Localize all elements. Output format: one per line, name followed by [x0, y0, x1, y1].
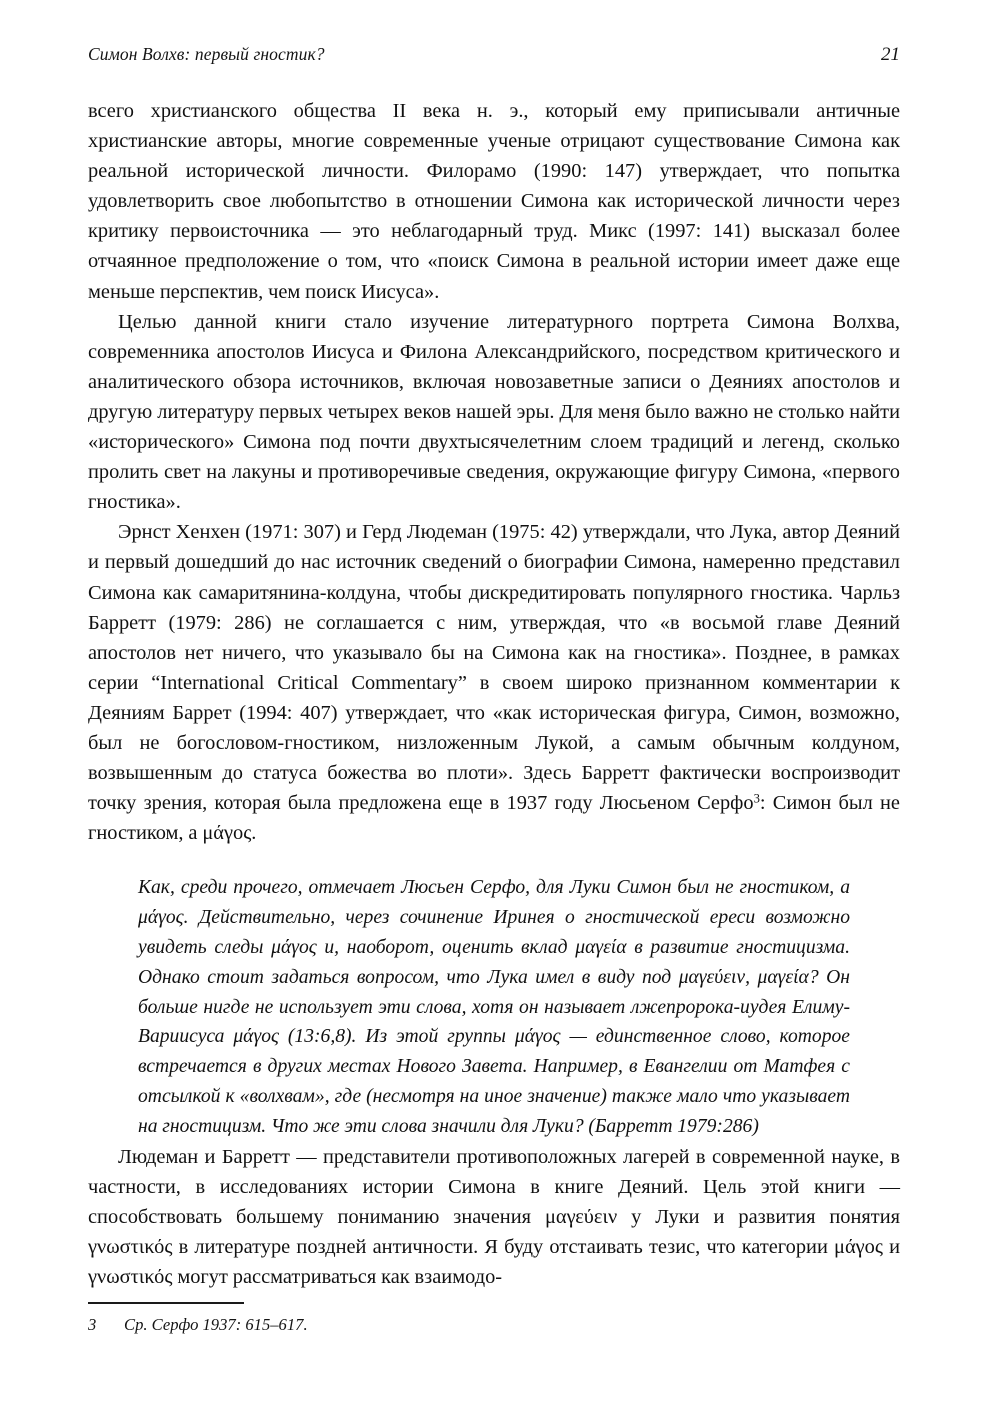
footnote-area — [88, 1302, 900, 1336]
body-paragraph — [88, 517, 900, 848]
footnote-separator-rule — [88, 1302, 244, 1304]
running-head — [88, 44, 900, 72]
footnote-item — [88, 1313, 900, 1336]
body-paragraph: Целью данной книги стало изучение литературного портрета Симона Волхва, современника апостолов Иисуса и Филона Александрийского, посредством критического и аналитического обзора источников, включая новозаветные записи о Деяниях апостолов и другую литературу первых четырех веков нашей эры. Для меня было важно не столько найти «исторического» Симона под почти двухтысячелетним слоем традиций и легенд, сколько пролить свет на лакуны и противоречивые сведения, окружающие фигуру Симона, «первого гностика». — [88, 310, 900, 514]
paragraph-text-part-2: : Симон был не гностиком, а μάγος. — [88, 792, 900, 845]
blockquote — [88, 873, 850, 1141]
footnote-text: Ср. Серфо 1937: 615–617. — [124, 1315, 308, 1334]
text-column — [88, 96, 900, 1292]
footnote-number: 3 — [88, 1315, 97, 1334]
body-paragraph: всего христианского общества II века н. э., который ему приписывали античные христианские авторы, многие современные ученые отрицают существование Симона как реальной исторической личности. Филорамо (1990: 147) утверждает, что попытка удовлетворить свое любопытство в отношении Симона как исторической личности через критику первоисточника — это неблагодарный труд. Микс (1997: 141) высказал более отчаянное предположение о том, что «поиск Симона в реальной истории имеет даже еще меньше перспектив, чем поиск Иисуса». — [88, 100, 900, 303]
footnote-reference-3[interactable]: 3 — [753, 791, 760, 806]
page-number: 21 — [881, 44, 900, 65]
paragraph-text-part-1: Эрнст Хенхен (1971: 307) и Герд Людеман (1975: 42) утверждали, что Лука, автор Деяний и первый дошедший до нас источник сведений о биографии Симона, намеренно представил Симона как самаритянина-колдуна, чтобы дискредитировать популярного гностика. Чарльз Барретт (1979: 286) не соглашается с ним, утверждая, что «в восьмой главе Деяний апостолов нет ничего, что указывало бы на Симона как на гностика». Позднее, в рамках серии “International Critical Commentary” в своем широко признанном комментарии к Деяниям Баррет (1994: 407) утверждает, что «как историческая фигура, Симон, возможно, был не богословом-гностиком, низложенным Лукой, а самым обычным колдуном, возвышенным до статуса божества во плоти». Здесь Барретт фактически воспроизводит точку зрения, которая была предложена еще в 1937 году Люсьеном Серфо — [88, 521, 900, 815]
running-head-title: Симон Волхв: первый гностик? — [88, 44, 325, 64]
blockquote-text: Как, среди прочего, отмечает Люсьен Серфо, для Луки Симон был не гностиком, а μάγος. Действительно, через сочинение Иринея о гностической ереси возможно увидеть следы μάγος и, наоборот, оценить вклад μαγεία в развитие гностицизма. Однако стоит задаться вопросом, что Лука имел в виду под μαγεύειν, μαγεία? Он больше нигде не использует эти слова, хотя он называет лжепророка-иудея Елиму-Вариисуса μάγος (13:6,8). Из этой группы μάγος — единственное слово, которое встречается в других местах Нового Завета. Например, в Евангелии от Матфея с отсылкой к «волхвам», где (несмотря на иное значение) также мало что указывает на гностицизм. Что же эти слова значили для Луки? (Барретт 1979:286) — [138, 877, 850, 1137]
body-paragraph: Людеман и Барретт — представители противоположных лагерей в современной науке, в частности, в исследованиях истории Симона в книге Деяний. Цель этой книги — способствовать большему пониманию значения μαγεύειν у Луки и развития понятия γνωστικός в литературе поздней античности. Я буду отстаивать тезис, что категории μάγος и γνωστικός могут рассматриваться как взаимодо- — [88, 1145, 900, 1288]
